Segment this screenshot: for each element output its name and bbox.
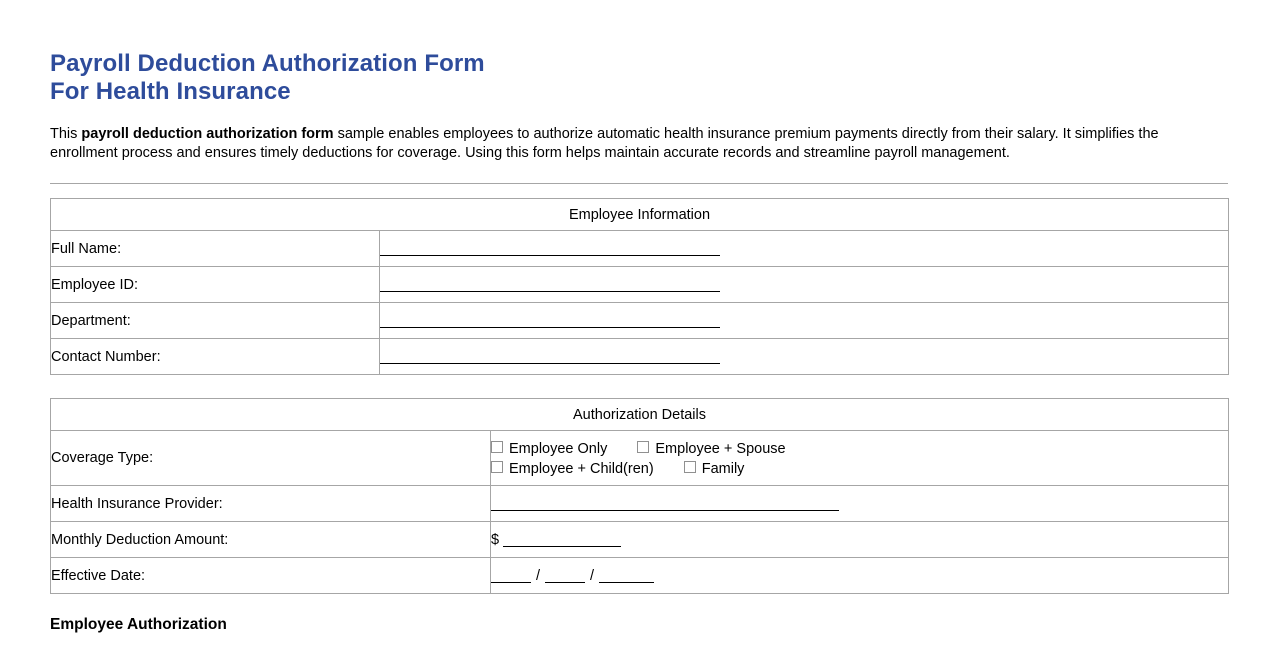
health-insurance-provider-field[interactable]: [491, 486, 1229, 522]
table-row: [51, 431, 1229, 486]
page-title-line-1: Payroll Deduction Authorization Form: [50, 50, 485, 77]
effective-date-label: Effective Date:: [51, 558, 491, 594]
checkbox-family[interactable]: [684, 459, 745, 479]
contact-number-blank[interactable]: [380, 349, 720, 364]
effective-date-month-blank[interactable]: [491, 568, 531, 583]
coverage-type-row-2: [491, 459, 1228, 479]
checkbox-label: Employee Only: [509, 440, 608, 457]
full-name-blank[interactable]: [380, 241, 720, 256]
page-title-line-2: For Health Insurance: [50, 78, 291, 105]
full-name-field[interactable]: [380, 231, 1229, 267]
contact-number-field[interactable]: [380, 339, 1229, 375]
checkbox-icon[interactable]: [637, 441, 649, 453]
coverage-type-row-1: [491, 439, 1228, 459]
health-insurance-provider-label: Health Insurance Provider:: [51, 486, 491, 522]
full-name-label: Full Name:: [51, 231, 380, 267]
checkbox-employee-only[interactable]: [491, 439, 607, 459]
table-row: [51, 267, 1229, 303]
table-row: [51, 303, 1229, 339]
section-divider: [50, 183, 1228, 184]
table-row: [51, 339, 1229, 375]
monthly-deduction-amount-field[interactable]: [491, 522, 1229, 558]
date-separator: /: [536, 567, 541, 584]
checkbox-icon[interactable]: [684, 461, 696, 473]
monthly-deduction-amount-label: Monthly Deduction Amount:: [51, 522, 491, 558]
checkbox-label: Employee + Child(ren): [509, 460, 654, 477]
table-row: [51, 231, 1229, 267]
effective-date-year-blank[interactable]: [599, 568, 654, 583]
employee-id-field[interactable]: [380, 267, 1229, 303]
checkbox-icon[interactable]: [491, 461, 503, 473]
monthly-deduction-amount-blank[interactable]: [503, 532, 621, 547]
department-blank[interactable]: [380, 313, 720, 328]
intro-paragraph: [50, 106, 1228, 163]
coverage-type-label: Coverage Type:: [51, 431, 491, 486]
intro-suffix: sample enables employees to authorize automatic health insurance premium payments directly from their salary. It simplifies the enrollment process and ensures timely deductions for coverage. Using this form helps maintain accurate records and streamline payroll management.: [50, 126, 1159, 161]
checkbox-icon[interactable]: [491, 441, 503, 453]
coverage-type-options: [491, 431, 1229, 486]
checkbox-employee-children[interactable]: [491, 459, 654, 479]
date-separator: /: [590, 567, 595, 584]
contact-number-label: Contact Number:: [51, 339, 380, 375]
intro-prefix: This: [50, 126, 82, 142]
checkbox-label: Employee + Spouse: [655, 440, 786, 457]
effective-date-day-blank[interactable]: [545, 568, 585, 583]
health-insurance-provider-blank[interactable]: [491, 496, 839, 511]
table-header-row: [51, 399, 1229, 431]
table-row: [51, 486, 1229, 522]
table-row: [51, 522, 1229, 558]
employee-authorization-heading: Employee Authorization: [50, 616, 227, 633]
authorization-details-header: Authorization Details: [51, 399, 1229, 431]
checkbox-employee-spouse[interactable]: [637, 439, 785, 459]
effective-date-field[interactable]: [491, 558, 1229, 594]
department-field[interactable]: [380, 303, 1229, 339]
checkbox-label: Family: [701, 460, 745, 477]
page-title: [50, 0, 1228, 106]
department-label: Department:: [51, 303, 380, 339]
intro-bold-phrase: payroll deduction authorization form: [81, 126, 334, 142]
employee-information-header: Employee Information: [51, 199, 1229, 231]
employee-id-blank[interactable]: [380, 277, 720, 292]
table-row: [51, 558, 1229, 594]
coverage-type-checkbox-grid: [491, 436, 1228, 481]
employee-information-table: [50, 198, 1229, 375]
table-header-row: [51, 199, 1229, 231]
authorization-details-table: [50, 398, 1229, 594]
employee-id-label: Employee ID:: [51, 267, 380, 303]
currency-symbol: $: [491, 531, 500, 548]
